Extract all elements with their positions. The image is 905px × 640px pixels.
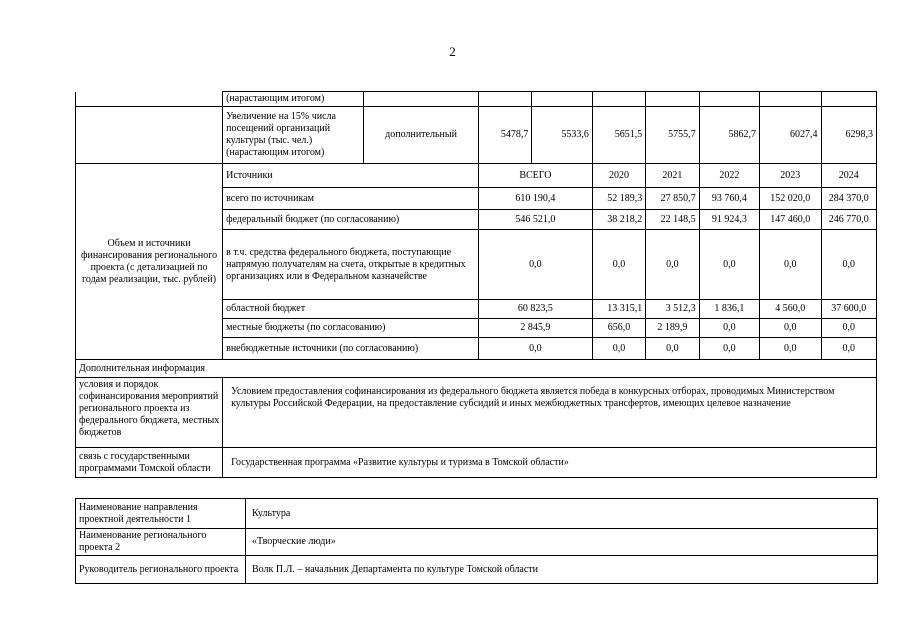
funding-value: 0,0 <box>760 338 821 360</box>
indicator-value: 5478,7 <box>479 107 532 164</box>
funding-year: 2024 <box>821 164 877 188</box>
funding-value: 246 770,0 <box>821 210 877 230</box>
funding-source: в т.ч. средства федерального бюджета, поступающие напрямую получателям на счета, открытые в кредитных организациях или в Федеральном казначействе <box>223 230 479 300</box>
funding-total: 610 190,4 <box>479 188 593 210</box>
funding-value: 0,0 <box>592 230 645 300</box>
page-number: 2 <box>449 44 456 59</box>
funding-year: 2023 <box>760 164 821 188</box>
funding-source: областной бюджет <box>223 300 479 319</box>
funding-year: 2020 <box>592 164 645 188</box>
funding-value: 0,0 <box>760 319 821 338</box>
indicator-row <box>76 107 877 164</box>
regional-project-label: Наименование регионального проекта 2 <box>76 529 246 556</box>
indicator-value: 6027,4 <box>760 107 821 164</box>
funding-value: 656,0 <box>592 319 645 338</box>
funding-source: местные бюджеты (по согласованию) <box>223 319 479 338</box>
funding-value: 37 600,0 <box>821 300 877 319</box>
funding-source-header: Источники <box>223 164 479 188</box>
funding-value: 52 189,3 <box>592 188 645 210</box>
funding-year: 2022 <box>699 164 759 188</box>
funding-value: 0,0 <box>699 230 759 300</box>
cofinancing-text: Условием предоставления софинансирования из федерального бюджета является победа в конкурсных отборах, проводимых Министерством культуры Российской Федерации, на предоставление субсидий и иных межбюджетных трансфертов, имеющих целевое назначение <box>223 378 877 448</box>
direction-label: Наименование направления проектной деятельности 1 <box>76 499 246 529</box>
additional-info-title: Дополнительная информация <box>76 360 877 378</box>
funding-value: 22 148,5 <box>646 210 699 230</box>
funding-value: 0,0 <box>646 230 699 300</box>
funding-value: 0,0 <box>821 338 877 360</box>
funding-value: 0,0 <box>699 319 759 338</box>
funding-year: 2021 <box>646 164 699 188</box>
funding-total: 0,0 <box>479 338 593 360</box>
indicator-value: 5651,5 <box>592 107 645 164</box>
regional-project-value: «Творческие люди» <box>246 529 878 556</box>
funding-value: 0,0 <box>821 230 877 300</box>
indicator-name-cont: (нарастающим итогом) <box>223 92 364 107</box>
direction-value: Культура <box>246 499 878 529</box>
funding-value: 1 836,1 <box>699 300 759 319</box>
funding-value: 4 560,0 <box>760 300 821 319</box>
funding-value: 0,0 <box>821 319 877 338</box>
funding-value: 0,0 <box>699 338 759 360</box>
funding-value: 152 020,0 <box>760 188 821 210</box>
indicator-value: 5755,7 <box>646 107 699 164</box>
funding-value: 91 924,3 <box>699 210 759 230</box>
funding-source: всего по источникам <box>223 188 479 210</box>
project-head-value: Волк П.Л. – начальник Департамента по культуре Томской области <box>246 556 878 584</box>
funding-value: 13 315,1 <box>592 300 645 319</box>
project-table <box>75 498 878 584</box>
funding-value: 0,0 <box>592 338 645 360</box>
funding-value: 284 370,0 <box>821 188 877 210</box>
indicator-name: Увеличение на 15% числа посещений организаций культуры (тыс. чел.) (нарастающим итогом) <box>223 107 364 164</box>
indicator-value: 6298,3 <box>821 107 877 164</box>
indicator-type: дополнительный <box>364 107 479 164</box>
funding-value: 2 189,9 <box>646 319 699 338</box>
funding-value: 93 760,4 <box>699 188 759 210</box>
funding-header-row <box>76 164 877 188</box>
funding-value: 147 460,0 <box>760 210 821 230</box>
program-link-text: Государственная программа «Развитие культуры и туризма в Томской области» <box>223 448 877 478</box>
funding-source: внебюджетные источники (по согласованию) <box>223 338 479 360</box>
funding-label: Объем и источники финансирования регионального проекта (с детализацией по годам реализации, тыс. рублей) <box>76 164 223 360</box>
funding-value: 38 218,2 <box>592 210 645 230</box>
funding-total: 546 521,0 <box>479 210 593 230</box>
program-link-label: связь с государственными программами Томской области <box>76 448 223 478</box>
indicator-value: 5862,7 <box>699 107 759 164</box>
passport-table <box>75 91 877 478</box>
cofinancing-label: условия и порядок софинансирования мероприятий регионального проекта из федерального бюджета, местных бюджетов <box>76 378 223 448</box>
funding-source: федеральный бюджет (по согласованию) <box>223 210 479 230</box>
indicator-value: 5533,6 <box>532 107 592 164</box>
funding-value: 27 850,7 <box>646 188 699 210</box>
funding-value: 0,0 <box>646 338 699 360</box>
funding-total: 0,0 <box>479 230 593 300</box>
funding-total: 60 823,5 <box>479 300 593 319</box>
project-head-label: Руководитель регионального проекта <box>76 556 246 584</box>
funding-total: 2 845,9 <box>479 319 593 338</box>
funding-value: 0,0 <box>760 230 821 300</box>
funding-total-header: ВСЕГО <box>479 164 593 188</box>
funding-value: 3 512,3 <box>646 300 699 319</box>
